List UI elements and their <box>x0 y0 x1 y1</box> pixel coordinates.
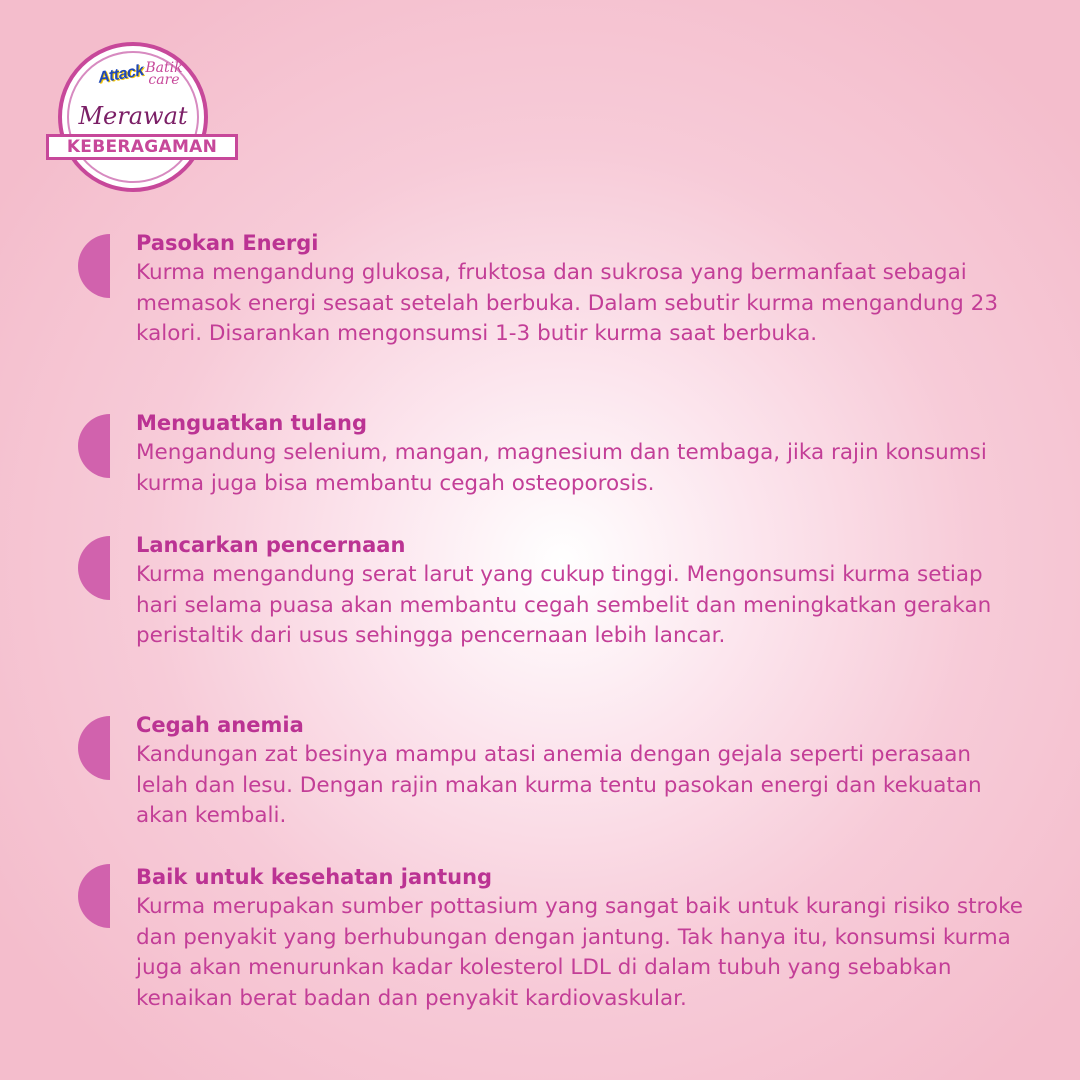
half-circle-bullet-icon <box>78 864 110 928</box>
benefit-description: Kurma mengandung glukosa, fruktosa dan sukrosa yang bermanfaat sebagai memasok energi sesaat setelah berbuka. Dalam sebutir kurma mengandung 23 kalori. Disarankan mengonsumsi 1-3 butir kurma saat berbuka. <box>136 260 999 346</box>
brand-logo <box>46 42 238 194</box>
benefit-title: Lancarkan pencernaan <box>136 533 406 557</box>
half-circle-bullet-icon <box>78 234 110 298</box>
half-circle-bullet-icon <box>78 716 110 780</box>
benefit-title: Cegah anemia <box>136 713 304 737</box>
half-circle-bullet-icon <box>78 536 110 600</box>
benefit-title: Baik untuk kesehatan jantung <box>136 865 493 889</box>
tagline-script: Merawat <box>78 102 188 130</box>
benefit-description: Kurma merupakan sumber pottasium yang sangat baik untuk kurangi risiko stroke dan penyakit yang berhubungan dengan jantung. Tak hanya itu, konsumsi kurma juga akan menurunkan kadar kolesterol LDL di dalam tubuh yang sebabkan kenaikan berat badan dan penyakit kardiovaskular. <box>136 894 1023 1011</box>
brand-name: Attack <box>96 62 145 87</box>
benefit-title: Pasokan Energi <box>136 231 319 255</box>
tagline-banner: KEBERAGAMAN <box>46 134 238 160</box>
half-circle-bullet-icon <box>78 414 110 478</box>
benefit-description: Mengandung selenium, mangan, magnesium dan tembaga, jika rajin konsumsi kurma juga bisa membantu cegah osteoporosis. <box>136 440 987 496</box>
benefit-title: Menguatkan tulang <box>136 411 368 435</box>
sub-brand-name: Batik care <box>145 60 183 88</box>
benefit-description: Kandungan zat besinya mampu atasi anemia dengan gejala seperti perasaan lelah dan lesu. Dengan rajin makan kurma tentu pasokan energi dan kekuatan akan kembali. <box>136 742 982 828</box>
benefit-description: Kurma mengandung serat larut yang cukup tinggi. Mengonsumsi kurma setiap hari selama puasa akan membantu cegah sembelit dan meningkatkan gerakan peristaltik dari usus sehingga pencernaan lebih lancar. <box>136 562 992 648</box>
